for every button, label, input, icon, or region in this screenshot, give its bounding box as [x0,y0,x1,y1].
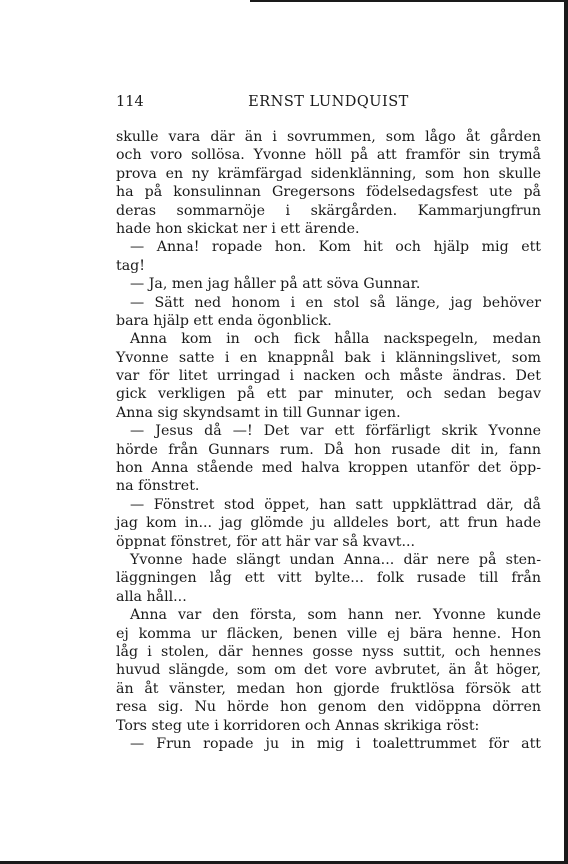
page-edge-right [564,0,568,864]
text-line: deras sommarnöje i skärgården. Kammarjungfrun [116,202,541,219]
text-line: Tors steg ute i korridoren och Annas skrikiga röst: [116,717,480,734]
text-line: gick verkligen på ett par minuter, och sedan begav [116,386,541,403]
text-line: alla håll... [116,588,187,605]
text-line: skulle vara där än i sovrummen, som lågo åt gården [116,129,541,145]
text-line: och voro sollösa. Yvonne höll på att framför sin trymå [116,147,541,164]
text-line: Anna sig skyndsamt in till Gunnar igen. [116,404,401,421]
text-line: — Frun ropade ju in mig i toalettrummet för att [130,735,541,752]
text-line: Anna kom in och fick hålla nackspegeln, medan [130,331,541,348]
text-line: resa sig. Nu hörde hon genom den vidöppna dörren [116,699,541,716]
text-line: hörde från Gunnars rum. Då hon rusade dit in, fann [116,441,541,458]
page-header [116,92,541,112]
text-line: — Ja, men jag håller på att söva Gunnar. [130,276,421,293]
text-line: var för litet urringad i nacken och måste ändras. Det [116,368,541,385]
text-line: än åt vänster, medan hon gjorde fruktlösa försök att [116,680,541,697]
body-text [116,128,541,753]
text-line: — Sätt ned honom i en stol så länge, jag behöver [130,294,541,311]
text-line: Yvonne satte i en knappnål bak i klänningslivet, som [116,349,541,366]
text-line: hade hon skickat ner i ett ärende. [116,220,360,237]
text-line: — Jesus då —! Det var ett förfärligt skrik Yvonne [130,423,541,440]
text-line: huvud slängde, som om det vore avbrutet, än åt höger, [116,662,541,679]
text-line: prova en ny krämfärgad sidenklänning, som hon skulle [116,165,541,182]
text-line: na fönstret. [116,478,200,495]
text-line: öppnat fönstret, för att här var så kvavt... [116,533,415,550]
page-number: 114 [116,94,144,110]
text-line: — Anna! ropade hon. Kom hit och hjälp mig ett [130,239,541,256]
text-line: låg i stolen, där hennes gosse nyss suttit, och hennes [116,643,541,660]
text-line: tag! [116,257,145,274]
page-edge-top [250,0,568,2]
text-line: läggningen låg ett vitt bylte... folk rusade till från [116,570,541,587]
text-line: jag kom in... jag glömde ju alldeles bort, att frun hade [116,515,541,532]
text-line: hon Anna stående med halva kroppen utanför det öpp- [116,460,541,477]
text-line: Anna var den första, som hann ner. Yvonne kunde [130,607,541,624]
text-line: ha på konsulinnan Gregersons födelsedagsfest ute på [116,184,541,201]
text-line: ej komma ur fläcken, benen ville ej bära henne. Hon [116,625,541,642]
text-line: Yvonne hade slängt undan Anna... där nere på sten- [130,551,541,568]
text-line: bara hjälp ett enda ögonblick. [116,312,332,329]
text-line: — Fönstret stod öppet, han satt uppklättrad där, då [130,496,541,513]
running-title: ERNST LUNDQUIST [248,94,409,110]
